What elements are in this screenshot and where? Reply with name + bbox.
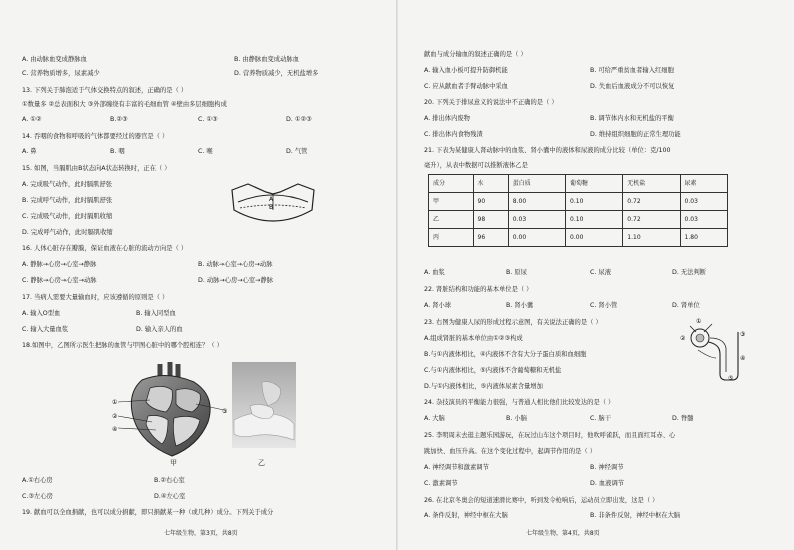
table-row bbox=[429, 211, 728, 229]
q24-stem: 24. 杂技演员的平衡能力很强，与普通人相比他们比较发达的是（ ） bbox=[424, 399, 615, 406]
diaphragm-label-b: B bbox=[269, 204, 274, 211]
q19-option-a: A. 输入血小板可提升防御机能 bbox=[424, 67, 508, 74]
q19-option-b: B. 可给严重贫血者输入红细胞 bbox=[590, 67, 674, 74]
q14-option-a: A. 鼻 bbox=[22, 148, 37, 155]
q18-stem: 18.如图中，乙图所示医生把脉的血管与甲图心脏中的哪个腔相连？（ ） bbox=[22, 342, 223, 349]
table-cell: 0.72 bbox=[623, 193, 680, 211]
table-cell: 甲 bbox=[429, 193, 474, 211]
q21-table bbox=[428, 174, 728, 247]
table-row bbox=[429, 193, 728, 211]
q14-stem: 14. 吞咽的食物和呼吸的气体都要经过的器官是（ ） bbox=[22, 133, 169, 140]
nephron-figure bbox=[680, 318, 750, 384]
nephron-label-3: ③ bbox=[740, 331, 746, 338]
q20-option-b: B. 调节体内水和无机盐的平衡 bbox=[590, 115, 674, 122]
q15-option-b: B. 完成呼气动作，此时膈肌舒张 bbox=[22, 197, 113, 204]
diaphragm-figure bbox=[226, 180, 320, 232]
q13-option-d: D. ①②③ bbox=[286, 116, 312, 123]
nephron-label-5: ⑤ bbox=[728, 375, 734, 382]
table-row bbox=[429, 229, 728, 247]
table-cell: 0.03 bbox=[508, 211, 565, 229]
q14-option-b: B. 咽 bbox=[110, 148, 125, 155]
table-cell: 0.00 bbox=[508, 229, 565, 247]
q22-option-d: D. 肾单位 bbox=[672, 302, 700, 309]
left-page bbox=[18, 0, 390, 550]
nephron-label-4: ④ bbox=[740, 355, 746, 362]
q23-option-c: C.与①内液体相比，⑤内液体不含葡萄糖和无机盐 bbox=[424, 367, 562, 374]
table-cell: 丙 bbox=[429, 229, 474, 247]
q25-option-c: C. 激素调节 bbox=[424, 480, 458, 487]
q13-statements: ①数量多 ②总表面积大 ③外部缠绕有丰富的毛细血管 ④壁由多层细胞构成 bbox=[22, 101, 227, 108]
q16-option-d: D. 动脉→心房→心室→静脉 bbox=[198, 277, 274, 284]
q20-option-d: D. 维持组织细胞的正常生理功能 bbox=[590, 131, 681, 138]
q21-option-d: D. 无法判断 bbox=[672, 269, 707, 276]
table-cell: 96 bbox=[473, 229, 508, 247]
table-header-row bbox=[429, 175, 728, 193]
table-cell: 98 bbox=[473, 211, 508, 229]
nephron-label-1: ① bbox=[696, 318, 702, 325]
q13-stem: 13. 下列关于肺泡适于气体交换特点的叙述，正确的是（ ） bbox=[22, 87, 188, 94]
q13-option-a: A. ①② bbox=[22, 116, 42, 123]
q22-option-a: A. 肾小球 bbox=[424, 302, 452, 309]
q20-option-a: A. 排出体内废物 bbox=[424, 115, 470, 122]
q12-option-c: C. 营养物质增多，尿素减少 bbox=[22, 70, 100, 77]
q21-option-b: B. 原尿 bbox=[506, 269, 527, 276]
q25-option-b: B. 神经调节 bbox=[590, 464, 624, 471]
table-cell: 90 bbox=[473, 193, 508, 211]
q19-option-c: C. 应从献血者手臂动脉中采血 bbox=[424, 83, 508, 90]
page-fold bbox=[396, 0, 398, 550]
q19-stem-continued: 献血与成分输血的叙述正确的是（ ） bbox=[424, 51, 527, 58]
table-cell: 1.80 bbox=[680, 229, 727, 247]
q26-option-a: A. 条件反射，神经中枢在大脑 bbox=[424, 512, 508, 519]
q12-option-a: A. 由动脉血变成静脉血 bbox=[22, 56, 87, 63]
q18-option-d: D.④左心室 bbox=[154, 493, 186, 500]
q21-stem-line2: 毫升），从表中数据可以推断液体乙是 bbox=[424, 162, 528, 169]
q24-option-c: C. 脑干 bbox=[590, 415, 611, 422]
q19-stem: 19. 献血可以全血捐献，也可以成分捐献，即只捐献某一种（或几种）成分。下列关于成分 bbox=[22, 509, 274, 516]
q17-option-a: A. 输入O型血 bbox=[22, 310, 61, 317]
q20-option-c: C. 排出体内食物残渣 bbox=[424, 131, 483, 138]
q23-option-a: A.组成肾脏的基本单位由①②③构成 bbox=[424, 335, 523, 342]
pulse-taking-image bbox=[232, 362, 296, 448]
table-header: 成分 bbox=[429, 175, 474, 193]
q22-option-c: C. 肾小管 bbox=[590, 302, 618, 309]
nephron-diagram bbox=[680, 318, 750, 384]
page-footer-right: 七年级生物，第4页，共8页 bbox=[526, 530, 600, 537]
table-cell: 0.03 bbox=[680, 211, 727, 229]
nephron-label-2: ② bbox=[680, 335, 686, 342]
heart-diagram bbox=[112, 360, 230, 458]
q16-option-c: C. 静脉→心房→心室→动脉 bbox=[22, 277, 97, 284]
q19-option-d: D. 失血后血液成分不可以恢复 bbox=[590, 83, 675, 90]
q18-option-a: A.①右心房 bbox=[22, 477, 53, 484]
table-cell: 0.03 bbox=[680, 193, 727, 211]
q13-option-c: C. ①③ bbox=[198, 116, 218, 123]
heart-label-2: ② bbox=[112, 413, 118, 420]
q12-option-d: D. 营养物质减少，无机盐增多 bbox=[234, 70, 319, 77]
q25-stem: 25. 李明周末去逛主题乐园游玩，在玩过山车这个项目时，他吹呼雀跃，而且面红耳赤、心 bbox=[424, 432, 676, 439]
q25-stem-line2: 跳加快、血压升高。在这个变化过程中，起调节作用的是（ ） bbox=[424, 448, 597, 455]
q24-option-d: D. 脊髓 bbox=[672, 415, 694, 422]
diaphragm-diagram bbox=[226, 180, 320, 232]
table-header: 无机盐 bbox=[623, 175, 680, 193]
q16-option-a: A. 静脉→心房→心室→静脉 bbox=[22, 261, 97, 268]
table-header: 葡萄糖 bbox=[566, 175, 623, 193]
q14-option-c: C. 喉 bbox=[198, 148, 213, 155]
pulse-caption: 乙 bbox=[258, 459, 265, 467]
table-header: 水 bbox=[473, 175, 508, 193]
q18-option-b: B.②右心室 bbox=[154, 477, 185, 484]
q17-option-c: C. 输入大量血浆 bbox=[22, 326, 69, 333]
q14-option-d: D. 气管 bbox=[286, 148, 308, 155]
q16-option-b: B. 动脉→心室→心房→动脉 bbox=[198, 261, 273, 268]
q15-option-c: C. 完成吸气动作，此时膈肌收缩 bbox=[22, 213, 113, 220]
heart-label-4: ④ bbox=[112, 426, 118, 433]
table-cell: 0.72 bbox=[623, 211, 680, 229]
q17-option-b: B. 输入同型血 bbox=[136, 310, 176, 317]
q12-option-b: B. 由静脉血变成动脉血 bbox=[234, 56, 299, 63]
table-header: 蛋白质 bbox=[508, 175, 565, 193]
q21-option-c: C. 尿液 bbox=[590, 269, 611, 276]
q26-option-b: B. 非条件反射，神经中枢在大脑 bbox=[590, 512, 681, 519]
page-footer-left: 七年级生物，第3页，共8页 bbox=[164, 530, 238, 537]
q15-option-a: A. 完成吸气动作，此时膈肌舒张 bbox=[22, 181, 113, 188]
heart-label-3: ③ bbox=[222, 408, 228, 415]
table-cell: 8.00 bbox=[508, 193, 565, 211]
q25-option-a: A. 神经调节和激素调节 bbox=[424, 464, 489, 471]
q21-option-a: A. 血浆 bbox=[424, 269, 445, 276]
right-page bbox=[408, 0, 780, 550]
q22-option-b: B. 肾小囊 bbox=[506, 302, 534, 309]
q17-option-d: D. 输入亲人的血 bbox=[136, 326, 183, 333]
diaphragm-label-a: A bbox=[269, 196, 274, 203]
q24-option-b: B. 小脑 bbox=[506, 415, 527, 422]
q23-option-d: D.与①内液体相比，⑤内液体尿素含量增加 bbox=[424, 383, 543, 390]
heart-figure bbox=[112, 360, 230, 458]
heart-label-1: ① bbox=[112, 399, 118, 406]
table-cell: 0.10 bbox=[566, 193, 623, 211]
q15-stem: 15. 如图，当膈肌由B状态向A状态转换时，正在（ ） bbox=[22, 165, 171, 172]
q23-stem: 23. 右图为健康人尿的形成过程示意图，有关说法正确的是（ ） bbox=[424, 319, 602, 326]
table-cell: 0.10 bbox=[566, 211, 623, 229]
q21-stem: 21. 下表为某健康人肾动脉中的血浆、肾小囊中的液体和尿液的成分比较（单位：克/100 bbox=[424, 147, 671, 154]
q24-option-a: A. 大脑 bbox=[424, 415, 445, 422]
table-cell: 乙 bbox=[429, 211, 474, 229]
q22-stem: 22. 肾脏结构和功能的基本单位是（ ） bbox=[424, 286, 533, 293]
q25-option-d: D. 血液调节 bbox=[590, 480, 625, 487]
q15-option-d: D. 完成呼气动作，此时膈肌收缩 bbox=[22, 229, 113, 236]
q18-option-c: C.③左心房 bbox=[22, 493, 53, 500]
q26-stem: 26. 在北京冬奥会的短道速滑比赛中，听到发令枪响后，运动员立即出发，这是（ ） bbox=[424, 497, 659, 504]
q16-stem: 16. 人体心脏存在瓣膜，保证血液在心脏的流动方向是（ ） bbox=[22, 245, 188, 252]
q13-option-b: B.②③ bbox=[110, 116, 128, 123]
table-header: 尿素 bbox=[680, 175, 727, 193]
q20-stem: 20. 下列关于排尿意义的说法中不正确的是（ ） bbox=[424, 99, 558, 106]
table-cell: 1.10 bbox=[623, 229, 680, 247]
q17-stem: 17. 当病人需要大量输血时，应该遵循的原则是（ ） bbox=[22, 294, 169, 301]
table-cell: 0.00 bbox=[566, 229, 623, 247]
q23-option-b: B.与①内液体相比，④内液体不含有大分子蛋白质和血细胞 bbox=[424, 351, 587, 358]
heart-caption: 甲 bbox=[170, 459, 177, 467]
pulse-photo bbox=[232, 362, 296, 448]
